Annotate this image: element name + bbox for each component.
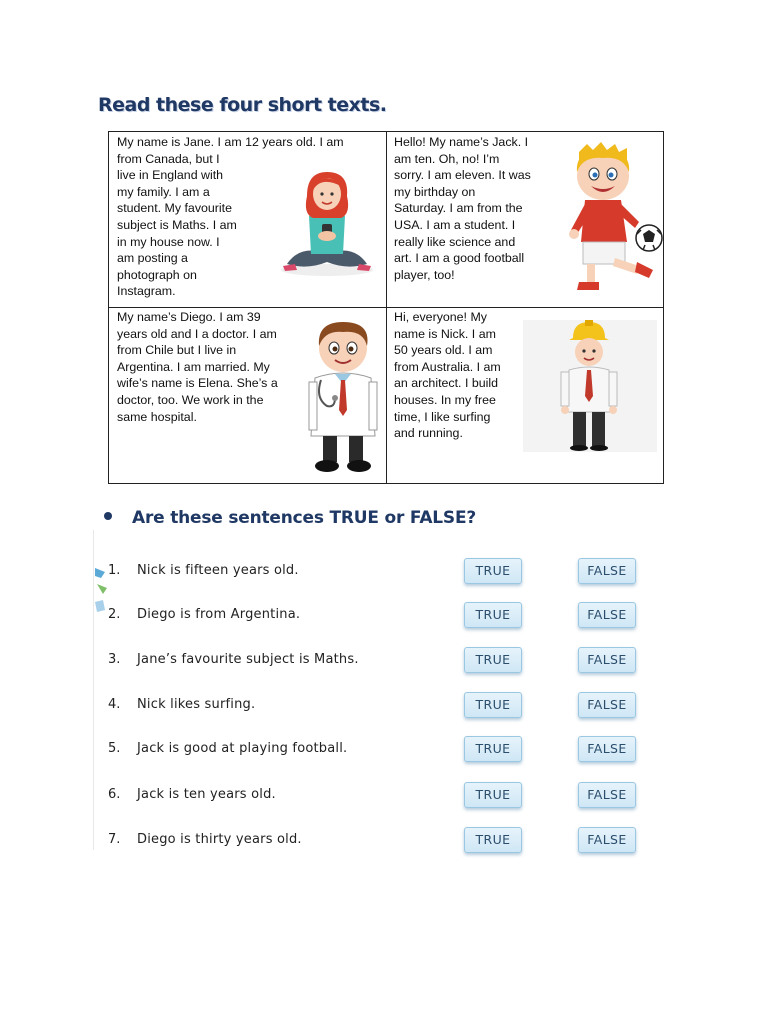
jack-line-2: am ten. Oh, no! I’m: [394, 151, 500, 166]
diego-illustration: [305, 318, 381, 476]
diego-line-1: My name’s Diego. I am 39: [117, 310, 261, 324]
true-button-7[interactable]: TRUE: [464, 827, 522, 853]
question-row-6: [108, 782, 648, 810]
question-text: Diego is from Argentina.: [137, 607, 301, 622]
question-text: Diego is thirty years old.: [137, 832, 302, 847]
nick-line-7: time, I like surfing: [394, 409, 491, 424]
question-row-7: [108, 827, 648, 855]
jack-line-5: Saturday. I am from the: [394, 201, 523, 216]
question-number: 6.: [108, 787, 121, 802]
jack-line-3: sorry. I am eleven. It was: [394, 168, 531, 183]
jane-line-6: subject is Maths. I am: [117, 218, 237, 232]
diego-line-7: same hospital.: [117, 409, 197, 424]
diego-line-5: wife’s name is Elena. She’s a: [117, 376, 278, 391]
jane-line-8: am posting a: [117, 251, 188, 266]
false-button-2[interactable]: FALSE: [578, 602, 636, 628]
diego-line-6: doctor, too. We work in the: [117, 393, 264, 407]
question-text: Nick is fifteen years old.: [137, 563, 299, 578]
decorative-fragment-icon: [93, 566, 109, 616]
false-button-4[interactable]: FALSE: [578, 692, 636, 718]
page-title: Read these four short texts.: [98, 94, 387, 116]
question-number: 2.: [108, 607, 121, 622]
diego-line-4: Argentina. I am married. My: [117, 359, 270, 374]
jane-line-1: My name is Jane. I am 12 years old. I am: [117, 135, 344, 149]
diego-line-2: years old and I a doctor. I am: [117, 326, 277, 341]
question-number: 4.: [108, 697, 121, 712]
jack-line-6: USA. I am a student. I: [394, 218, 516, 232]
jack-line-8: art. I am a good football: [394, 251, 525, 266]
question-text: Jack is ten years old.: [137, 787, 276, 802]
nick-line-4: from Australia. I am: [394, 359, 501, 374]
true-button-4[interactable]: TRUE: [464, 692, 522, 718]
false-button-7[interactable]: FALSE: [578, 827, 636, 853]
nick-line-2: name is Nick. I am: [394, 326, 496, 341]
diego-line-3: from Chile but I live in: [117, 343, 237, 358]
question-row-3: [108, 647, 648, 675]
true-button-1[interactable]: TRUE: [464, 558, 522, 584]
question-text: Jack is good at playing football.: [137, 741, 348, 756]
question-text: Jane’s favourite subject is Maths.: [137, 652, 359, 667]
nick-line-5: an architect. I build: [394, 376, 499, 391]
question-row-4: [108, 692, 648, 720]
question-heading: [104, 508, 476, 528]
nick-line-6: houses. In my free: [394, 393, 496, 407]
question-row-1: [108, 558, 648, 586]
jane-line-5: student. My favourite: [117, 201, 233, 216]
true-button-2[interactable]: TRUE: [464, 602, 522, 628]
question-number: 5.: [108, 741, 121, 756]
true-button-6[interactable]: TRUE: [464, 782, 522, 808]
jane-line-10: Instagram.: [117, 284, 176, 299]
text-cell-jack: [387, 132, 665, 307]
text-cell-jane: [109, 132, 386, 307]
jane-line-7: in my house now. I: [117, 234, 220, 249]
false-button-1[interactable]: FALSE: [578, 558, 636, 584]
jack-line-4: my birthday on: [394, 184, 476, 199]
jack-illustration: [557, 142, 663, 298]
jane-line-4: my family. I am a: [117, 184, 210, 199]
jane-line-2: from Canada, but I: [117, 151, 220, 166]
jane-line-3: live in England with: [117, 168, 224, 183]
jack-line-7: really like science and: [394, 234, 516, 249]
question-heading-text: Are these sentences TRUE or FALSE?: [132, 508, 477, 528]
false-button-5[interactable]: FALSE: [578, 736, 636, 762]
texts-table: [108, 131, 664, 484]
nick-line-3: 50 years old. I am: [394, 343, 493, 358]
question-number: 1.: [108, 563, 121, 578]
false-button-3[interactable]: FALSE: [578, 647, 636, 673]
jane-illustration: [277, 166, 377, 278]
question-row-5: [108, 736, 648, 764]
text-cell-diego: [109, 308, 386, 485]
nick-line-8: and running.: [394, 426, 463, 441]
jack-line-9: player, too!: [394, 267, 455, 282]
true-button-5[interactable]: TRUE: [464, 736, 522, 762]
nick-line-1: Hi, everyone! My: [394, 310, 487, 324]
false-button-6[interactable]: FALSE: [578, 782, 636, 808]
question-text: Nick likes surfing.: [137, 697, 256, 712]
question-row-2: [108, 602, 648, 630]
nick-illustration: [523, 320, 657, 452]
jane-line-9: photograph on: [117, 267, 197, 282]
question-number: 3.: [108, 652, 121, 667]
true-button-3[interactable]: TRUE: [464, 647, 522, 673]
question-number: 7.: [108, 832, 121, 847]
bullet-icon: [104, 512, 112, 520]
jack-line-1: Hello! My name’s Jack. I: [394, 135, 529, 149]
text-cell-nick: [387, 308, 665, 485]
